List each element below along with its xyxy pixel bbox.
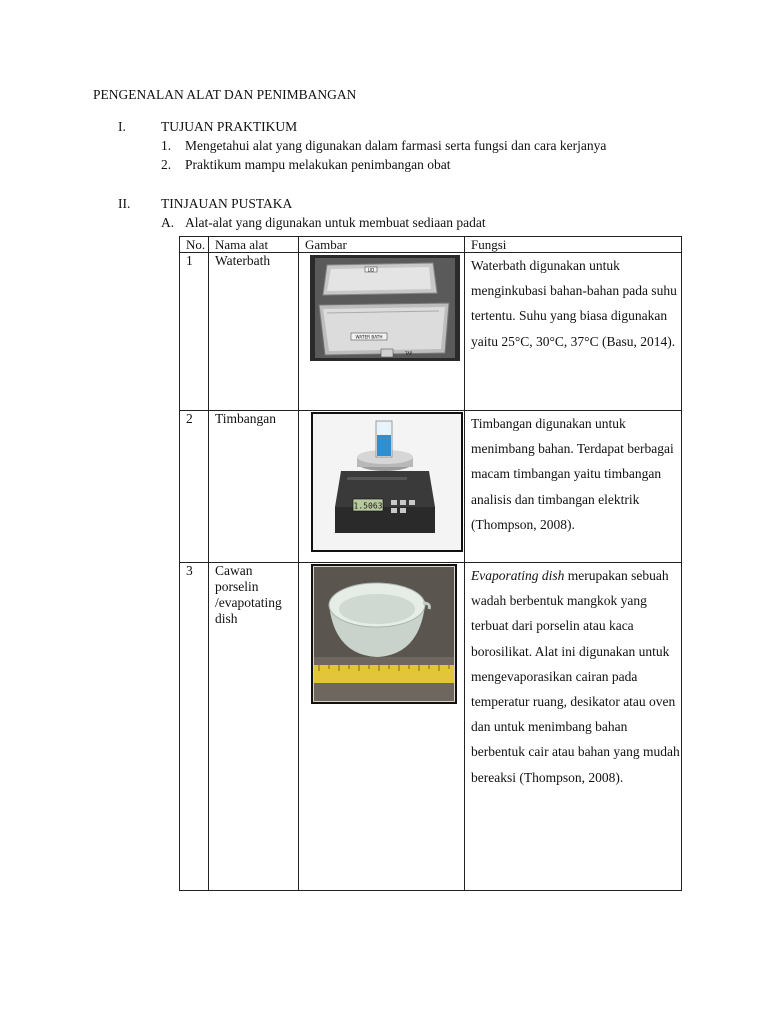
waterbath-lid-label: LID [367,267,375,273]
table-row [180,563,682,891]
objective-item-1 [161,138,606,154]
waterbath-body-label: WATER BATH [355,334,383,340]
row-3-image-cell [299,563,465,891]
section-1-heading: TUJUAN PRAKTIKUM [161,119,298,134]
header-image: Gambar [299,237,465,253]
row-2-function: Timbangan digunakan untuk menimbang bahan. Terdapat berbagai macam timbangan yaitu timbangan analisis dan timbangan elektrik (Thompson, 2008). [465,411,682,563]
section-1-number: I. [118,119,126,134]
row-2-image-cell [299,411,465,563]
row-3-no: 3 [180,563,209,891]
table-header-row [180,237,682,253]
subsection-a [161,215,486,231]
objective-item-2-text: Praktikum mampu melakukan penimbangan obat [185,157,451,172]
header-no: No. [180,237,209,253]
header-name: Nama alat [209,237,299,253]
row-3-name: Cawan porselin /evapotating dish [209,563,299,891]
table-row [180,253,682,411]
objective-item-1-number: 1. [161,138,172,153]
row-2-no: 2 [180,411,209,563]
subsection-a-letter: A. [161,215,175,230]
header-function: Fungsi [465,237,682,253]
row-2-name: Timbangan [209,411,299,563]
evaporating-dish-image [305,563,471,708]
row-1-image-cell [299,253,465,411]
scale-display-reading: 1.5063 [353,501,383,511]
row-1-no: 1 [180,253,209,411]
document-title: PENGENALAN ALAT DAN PENIMBANGAN [93,87,357,102]
row-1-name: Waterbath [209,253,299,411]
scale-image [305,411,471,556]
waterbath-tap-label: TAP [405,351,413,356]
subsection-a-text: Alat-alat yang digunakan untuk membuat sediaan padat [185,215,486,230]
objective-item-2-number: 2. [161,157,172,172]
row-3-function-text: merupakan sebuah wadah berbentuk mangkok yang terbuat dari porselin atau kaca borosilikat. Alat ini digunakan untuk mengevaporasikan cairan pada temperatur ruang, desikator atau oven dan untuk menimbang bahan berbentuk cair atau bahan yang mudah bereaksi (Thompson, 2008). [471,568,680,785]
waterbath-image [305,253,471,365]
row-1-function: Waterbath digunakan untuk menginkubasi bahan-bahan pada suhu tertentu. Suhu yang biasa digunakan yaitu 25°C, 30°C, 37°C (Basu, 2014). [465,253,682,411]
table-row [180,411,682,563]
section-2-number: II. [118,196,131,211]
row-3-function [465,563,682,891]
equipment-table [179,236,682,891]
row-3-function-term: Evaporating dish [471,568,565,583]
section-2-heading: TINJAUAN PUSTAKA [161,196,293,211]
objective-item-1-text: Mengetahui alat yang digunakan dalam farmasi serta fungsi dan cara kerjanya [185,138,607,153]
objective-item-2 [161,157,450,173]
